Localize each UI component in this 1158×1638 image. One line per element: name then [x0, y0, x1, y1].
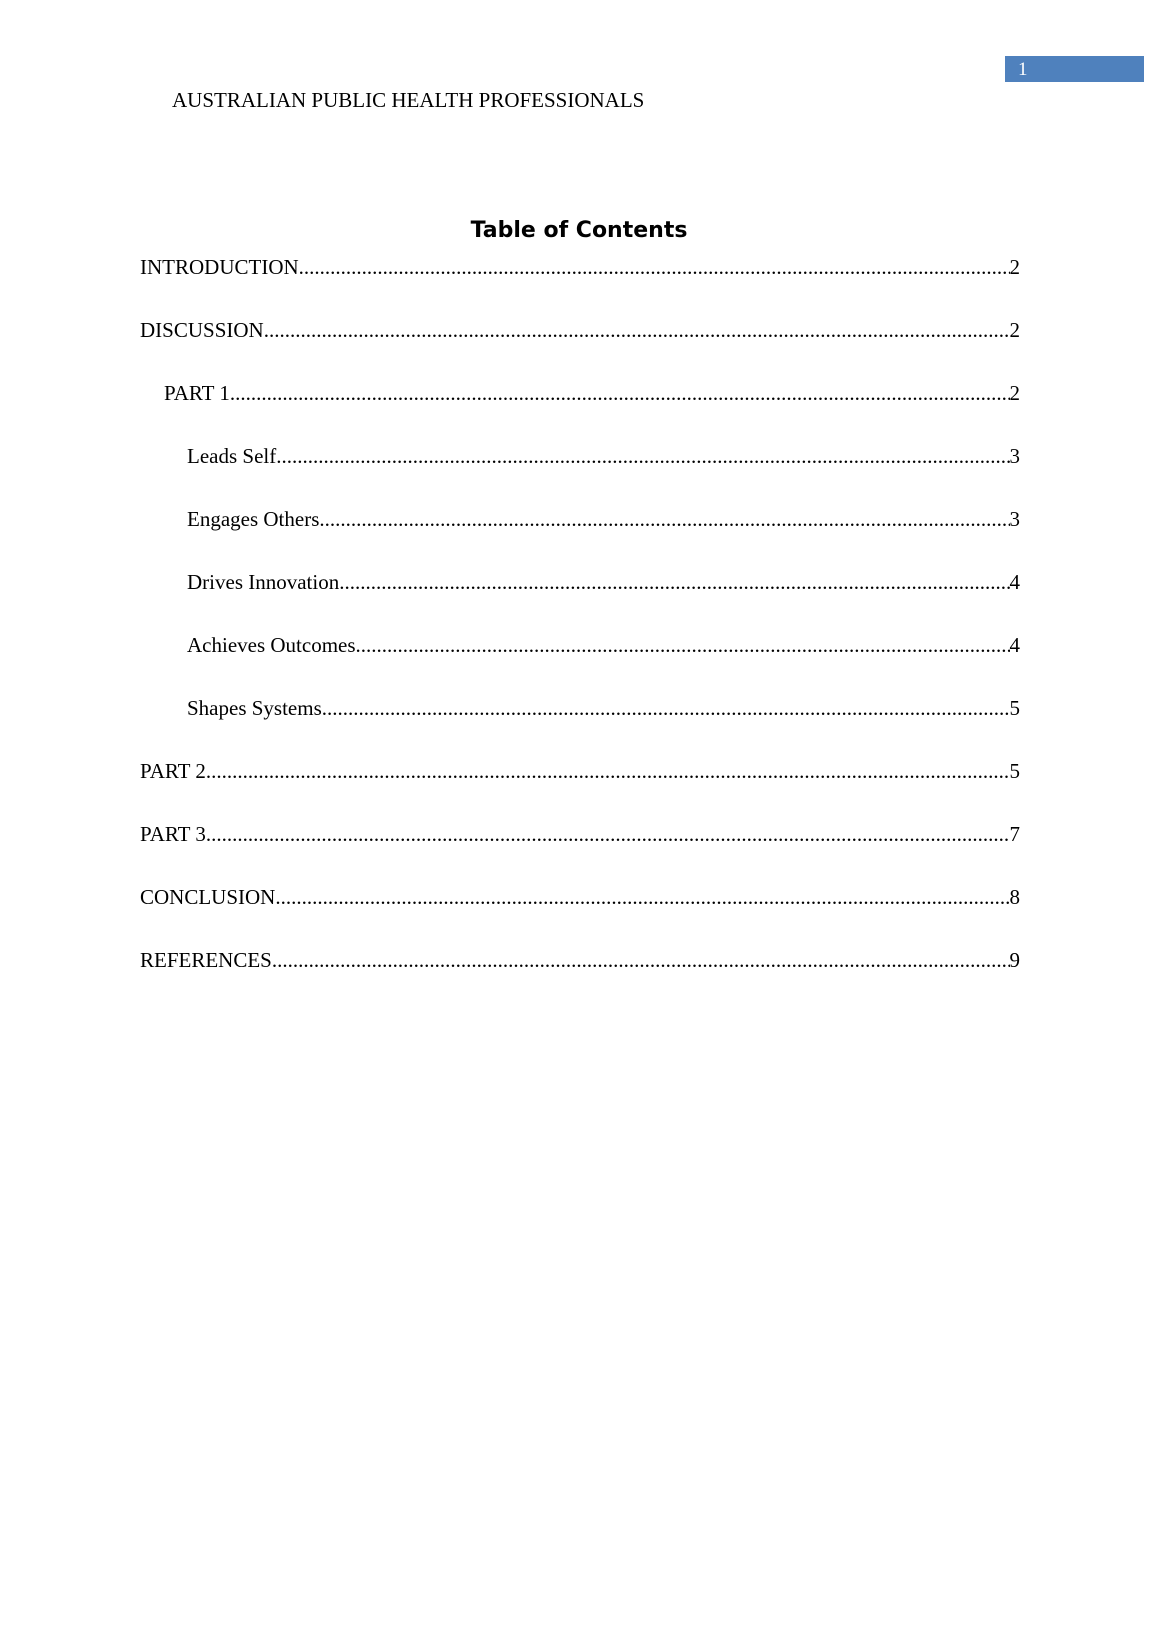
toc-entry-label: Drives Innovation [187, 570, 340, 594]
toc-entry-page: 4 [1009, 570, 1020, 594]
dot-leader [206, 756, 1010, 786]
toc-entry-introduction[interactable] [140, 252, 1020, 282]
toc-entry-page: 3 [1009, 507, 1020, 531]
toc-entry-leads-self[interactable] [187, 441, 1020, 471]
dot-leader [264, 315, 1010, 345]
toc-entry-label: PART 1 [164, 381, 230, 405]
toc-entry-page: 8 [1009, 885, 1020, 909]
toc-entry-page: 2 [1009, 255, 1020, 279]
toc-entry-conclusion[interactable] [140, 882, 1020, 912]
toc-entry-discussion[interactable] [140, 315, 1020, 345]
toc-entry-achieves-outcomes[interactable] [187, 630, 1020, 660]
dot-leader [322, 693, 1010, 723]
dot-leader [319, 504, 1009, 534]
page-number: 1 [1005, 56, 1144, 82]
toc-entry-label: REFERENCES [140, 948, 272, 972]
toc-entry-label: CONCLUSION [140, 885, 276, 909]
toc-entry-page: 5 [1009, 759, 1020, 783]
toc-entry-page: 2 [1009, 318, 1020, 342]
toc-entry-label: INTRODUCTION [140, 255, 299, 279]
toc-entry-page: 2 [1009, 381, 1020, 405]
dot-leader [339, 567, 1009, 597]
dot-leader [276, 441, 1009, 471]
toc-entry-drives-innovation[interactable] [187, 567, 1020, 597]
toc-entry-label: Leads Self [187, 444, 277, 468]
dot-leader [206, 819, 1010, 849]
toc-entry-page: 3 [1009, 444, 1020, 468]
toc-entry-label: DISCUSSION [140, 318, 264, 342]
toc-entry-shapes-systems[interactable] [187, 693, 1020, 723]
toc-entry-label: Engages Others [187, 507, 320, 531]
toc-entry-part-1[interactable] [164, 378, 1020, 408]
toc-entry-part-2[interactable] [140, 756, 1020, 786]
running-head: AUSTRALIAN PUBLIC HEALTH PROFESSIONALS [172, 88, 645, 112]
toc-entry-label: PART 3 [140, 822, 206, 846]
dot-leader [275, 882, 1009, 912]
toc-entry-label: Shapes Systems [187, 696, 322, 720]
toc-entry-engages-others[interactable] [187, 504, 1020, 534]
dot-leader [230, 378, 1010, 408]
toc-entry-page: 5 [1009, 696, 1020, 720]
toc-entry-part-3[interactable] [140, 819, 1020, 849]
dot-leader [299, 252, 1010, 282]
toc-entry-page: 7 [1009, 822, 1020, 846]
toc-entry-page: 9 [1009, 948, 1020, 972]
toc-entry-references[interactable] [140, 945, 1020, 975]
dot-leader [356, 630, 1010, 660]
toc-entry-page: 4 [1009, 633, 1020, 657]
dot-leader [272, 945, 1010, 975]
toc-entry-label: Achieves Outcomes [187, 633, 356, 657]
toc-entry-label: PART 2 [140, 759, 206, 783]
toc-title: Table of Contents [470, 218, 688, 243]
